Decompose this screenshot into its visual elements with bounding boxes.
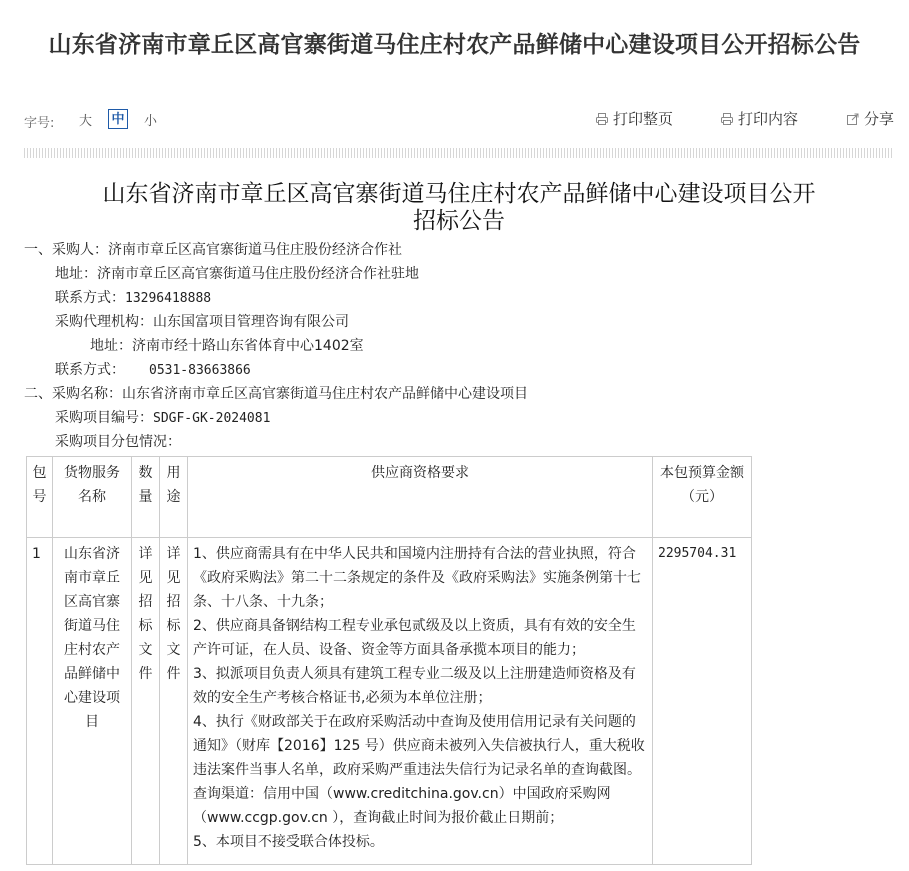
- cell-requirements: [188, 538, 653, 865]
- font-size-medium-button[interactable]: 中: [108, 109, 128, 129]
- document-title-line-1: 山东省济南市章丘区高官寨街道马住庄村农产品鲜储中心建设项目公开: [102, 181, 816, 207]
- project-code-label: 采购项目编号：: [55, 410, 153, 426]
- header-purpose: 用途: [160, 457, 188, 538]
- header-lot-no: 包号: [27, 457, 53, 538]
- cell-quantity: 详见招标文件: [132, 538, 160, 865]
- requirement-item: 5、本项目不接受联合体投标。: [193, 834, 384, 850]
- requirement-item: 3、拟派项目负责人须具有建筑工程专业二级及以上注册建造师资格及有效的安全生产考核合格证书,必须为本单位注册；: [193, 666, 636, 706]
- table-row: [27, 538, 752, 865]
- share-button[interactable]: [846, 108, 894, 129]
- document-title-line-2: 招标公告: [413, 208, 505, 234]
- printer-icon: [595, 112, 609, 126]
- purchaser-contact-label: 联系方式：: [55, 290, 125, 306]
- agency-contact: [24, 358, 894, 382]
- toolbar: [0, 104, 909, 134]
- agency-line: 采购代理机构：山东国富项目管理咨询有限公司: [55, 314, 349, 330]
- printer-icon: [720, 112, 734, 126]
- requirement-item: 1、供应商需具有在中华人民共和国境内注册持有合法的营业执照，符合《政府采购法》第二十二条规定的条件及《政府采购法》实施条例第十七条、十八条、十九条；: [193, 546, 641, 610]
- print-content-label: 打印内容: [738, 110, 799, 128]
- header-requirements: 供应商资格要求: [188, 457, 653, 538]
- print-page-label: 打印整页: [613, 110, 674, 128]
- cell-budget: 2295704.31: [653, 538, 752, 865]
- agency-contact-value: 0531-83663866: [149, 363, 251, 378]
- header-quantity: 数量: [132, 457, 160, 538]
- font-size-label: 字号:: [24, 116, 55, 131]
- lots-intro: 采购项目分包情况：: [55, 434, 181, 450]
- page-title: 山东省济南市章丘区高官寨街道马住庄村农产品鲜储中心建设项目公开招标公告: [48, 32, 861, 58]
- requirement-item: 2、供应商具备钢结构工程专业承包贰级及以上资质，具有有效的安全生产许可证，在人员、设备、资金等方面具备承揽本项目的能力；: [193, 618, 636, 658]
- share-icon: [846, 112, 860, 126]
- project-name-line: 二、采购名称：山东省济南市章丘区高官寨街道马住庄村农产品鲜储中心建设项目: [24, 386, 528, 402]
- agency-contact-label: 联系方式：: [55, 362, 125, 378]
- cell-item-name: 山东省济南市章丘区高官寨街道马住庄村农产品鲜储中心建设项目: [53, 538, 132, 865]
- table-header-row: [27, 457, 752, 538]
- header-item-name: 货物服务名称: [53, 457, 132, 538]
- cell-lot-no: 1: [27, 538, 53, 865]
- purchaser-contact-value: 13296418888: [125, 291, 212, 306]
- agency-address: 地址：济南市经十路山东省体育中心1402室: [90, 338, 364, 354]
- document-body: [24, 238, 894, 454]
- print-page-button[interactable]: [595, 108, 673, 129]
- project-code-value: SDGF-GK-2024081: [153, 411, 271, 426]
- project-code: [24, 406, 894, 430]
- font-size-small-button[interactable]: 小: [144, 114, 158, 129]
- purchaser-address: 地址：济南市章丘区高官寨街道马住庄股份经济合作社驻地: [55, 266, 419, 282]
- header-budget: [653, 457, 752, 538]
- cell-purpose: 详见招标文件: [160, 538, 188, 865]
- purchaser-line: 一、采购人：济南市章丘区高官寨街道马住庄股份经济合作社: [24, 242, 402, 258]
- print-content-button[interactable]: [720, 108, 798, 129]
- lots-table: [26, 456, 752, 865]
- font-size-large-button[interactable]: 大: [79, 114, 93, 129]
- dotted-divider: [24, 148, 894, 158]
- document-title: [24, 181, 894, 235]
- header-budget-line-2: （元）: [681, 489, 723, 505]
- share-label: 分享: [864, 110, 895, 128]
- requirement-item: 4、执行《财政部关于在政府采购活动中查询及使用信用记录有关问题的通知》（财库【2016】125 号）供应商未被列入失信被执行人，重大税收违法案件当事人名单，政府采购严重违法失信行为记录名单的查询截图。查询渠道：信用中国（www.creditchina.gov.cn）中国政府采购网（www.ccgp.gov.cn ），查询截止时间为报价截止日期前；: [193, 714, 645, 826]
- header-budget-line-1: 本包预算金额: [660, 465, 744, 481]
- purchaser-contact: [24, 286, 894, 310]
